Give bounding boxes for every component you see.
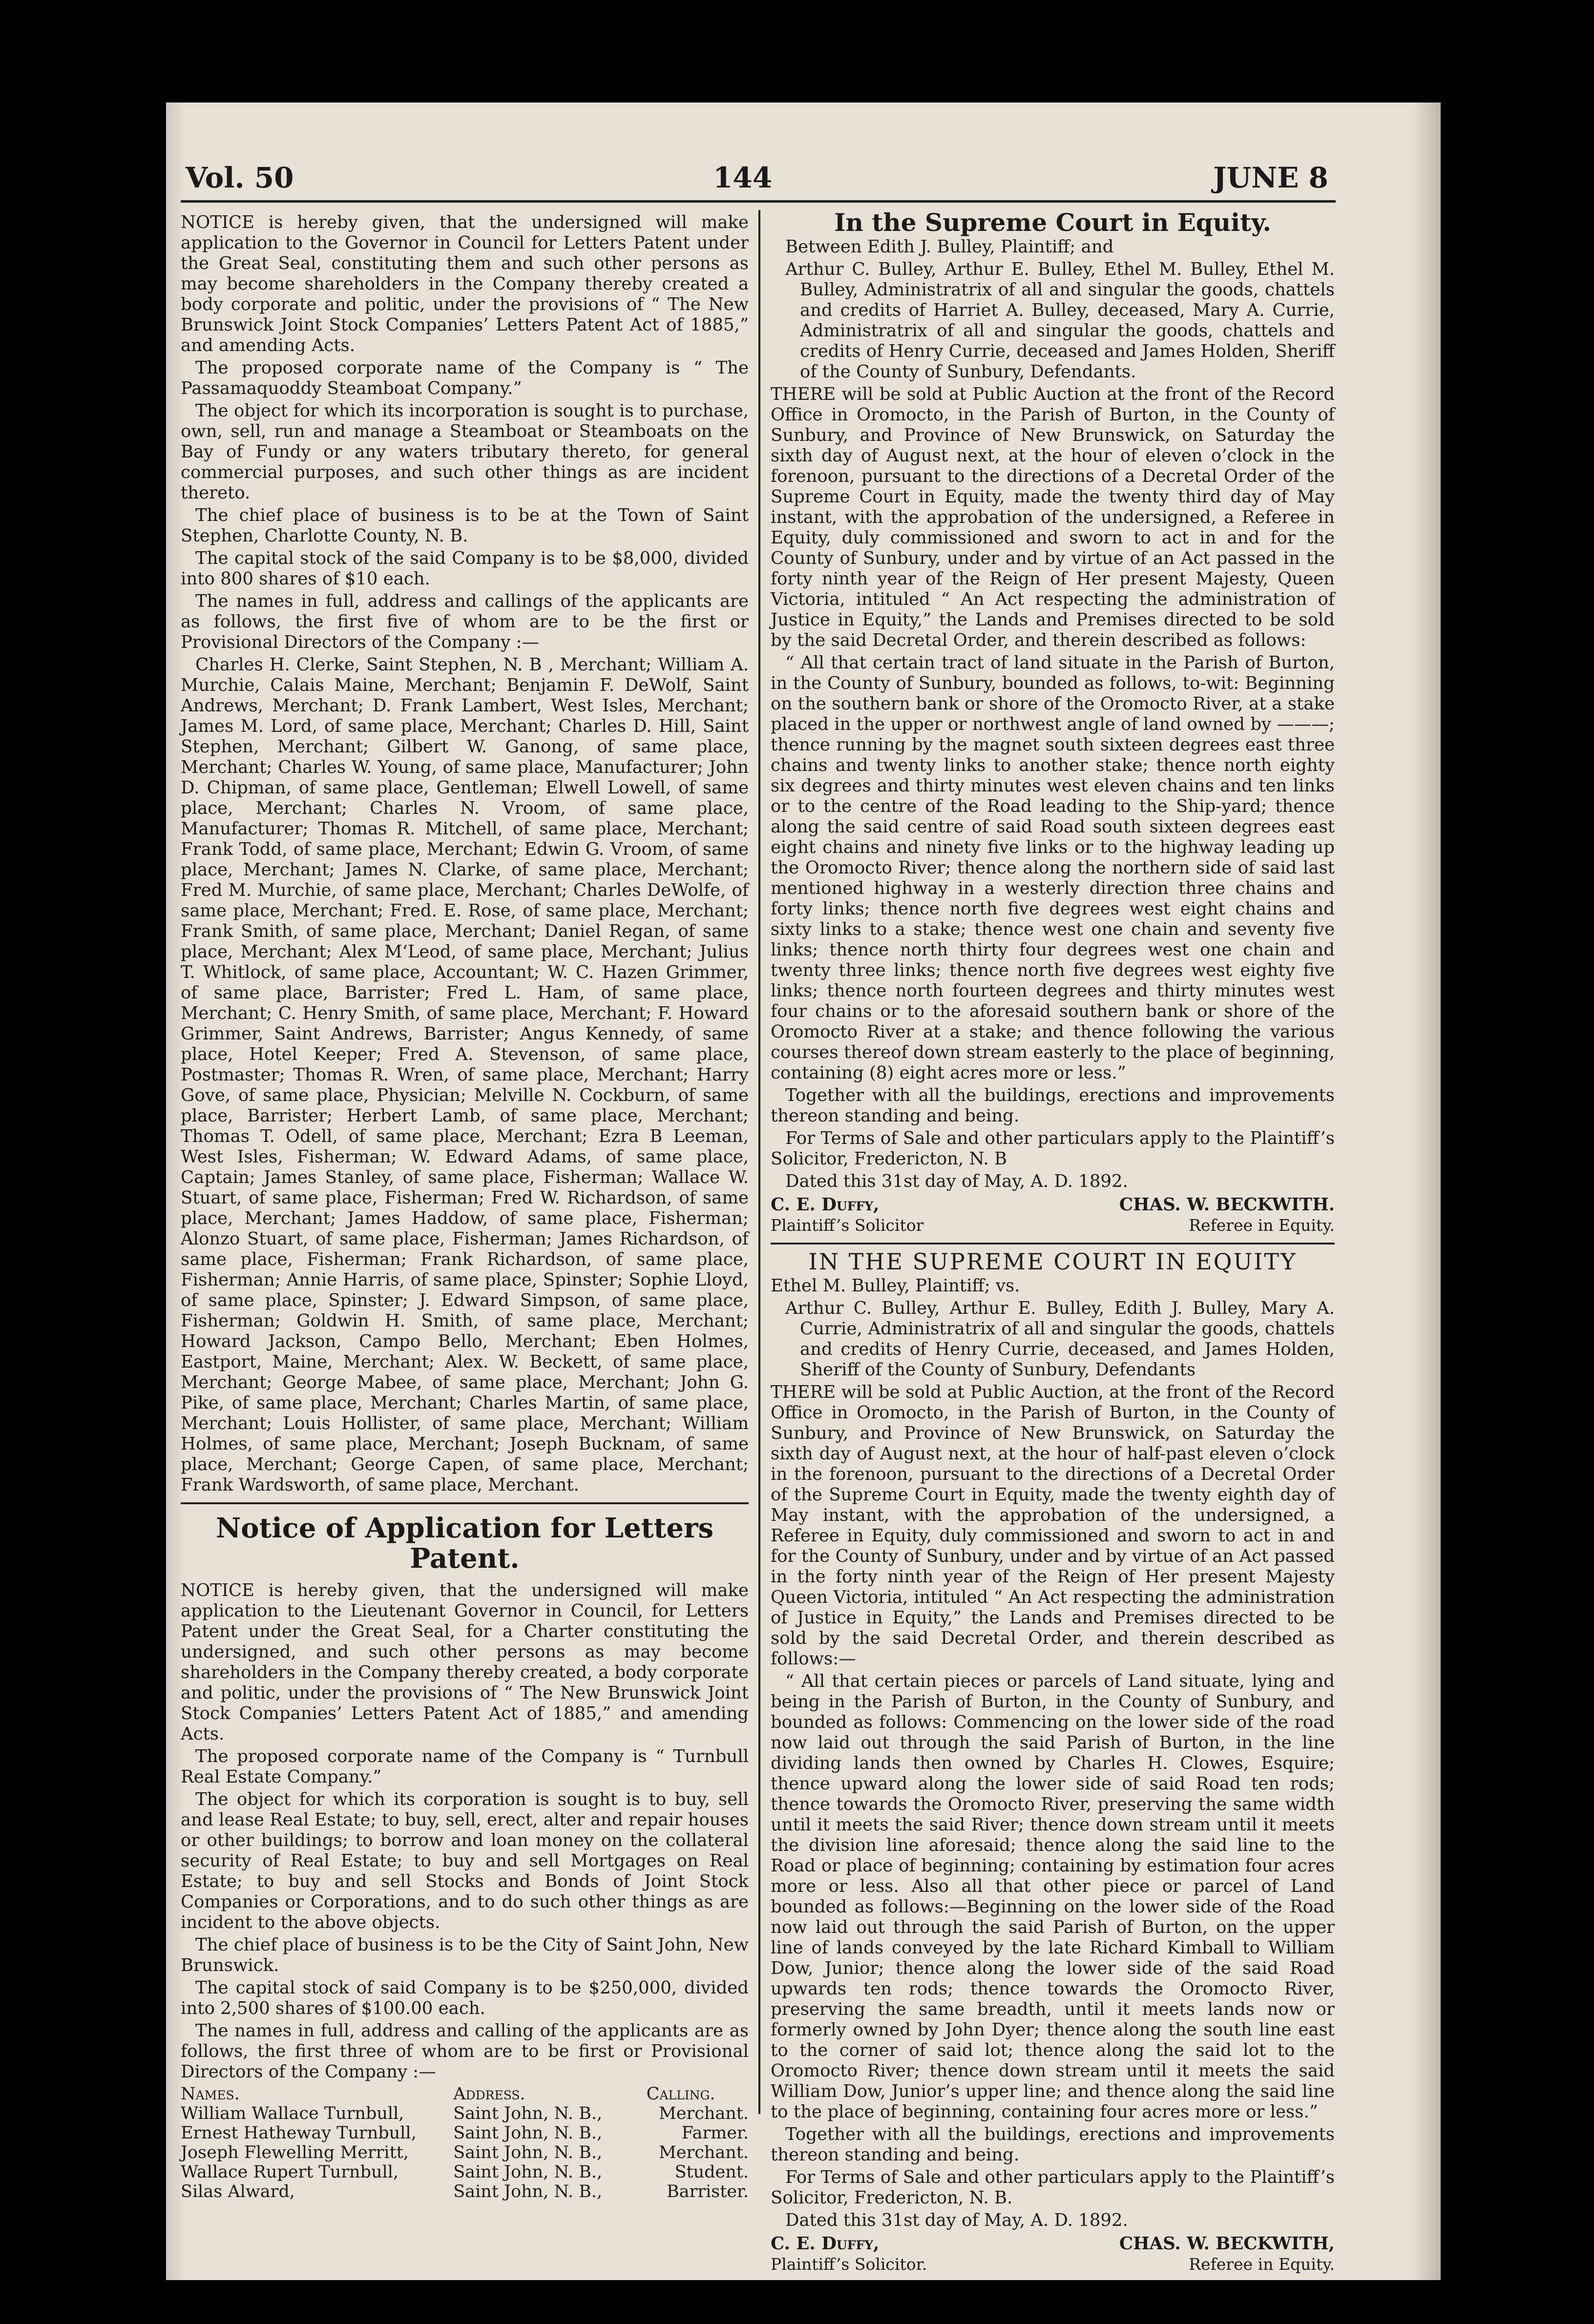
applicant-name: Silas Alward, bbox=[181, 2182, 295, 2201]
section-rule bbox=[181, 1502, 749, 1504]
solicitor-role: Plaintiff’s Solicitor. bbox=[771, 2255, 927, 2274]
notice2-heading: Notice of Application for Letters Patent. bbox=[215, 1512, 714, 1575]
parties-line: Ethel M. Bulley, Plaintiff; vs. bbox=[771, 1276, 1020, 1296]
dated-line: Dated this 31st day of May, A. D. 1892. bbox=[785, 1171, 1128, 1191]
page-number: 144 bbox=[713, 161, 773, 194]
signature-roles bbox=[771, 2254, 1335, 2275]
signature-block bbox=[771, 1195, 1335, 1215]
table-row bbox=[181, 2162, 749, 2182]
equity-heading-2: IN THE SUPREME COURT IN EQUITY bbox=[808, 1248, 1297, 1275]
col-header-names: Names. bbox=[181, 2084, 240, 2104]
table-row bbox=[181, 2182, 749, 2201]
applicant-address: Saint John, N. B., bbox=[453, 2143, 603, 2162]
dated-line: Dated this 31st day of May, A. D. 1892. bbox=[785, 2210, 1128, 2230]
signature-roles bbox=[771, 1215, 1335, 1236]
notice2-para: The names in full, address and calling of the applicants are as follows, the first three of whom are to be first or Provisional Directors of the Company :— bbox=[181, 2021, 749, 2082]
land-description: “ All that certain tract of land situate in the Parish of Burton, in the County of Sunbury, bounded as follows, to-wit: Beginning on the southern bank or shore of the Oromocto River, at a stake placed in the upper or northwest angle of land owned by ———; thence running by the magnet south sixteen degrees east three chains and twenty links to another stake; thence north eighty six degrees and thirty minutes west eleven chains and ten links or to the centre of the Road leading to the Ship-yard; thence along the said centre of said Road south sixteen degrees east eight chains and ninety five links or to the highway leading up the Oromocto River; thence along the northern side of said last mentioned highway in a westerly direction three chains and forty links; thence north five degrees west eight chains and sixty links to a stake; thence west one chain and seventy five links; thence north thirty four degrees west one chain and twenty three links; thence north five degrees west eighty five links; thence north fourteen degrees and thirty minutes west four chains or to the aforesaid southern bank or shore of the Oromocto River at a stake; and thence following the various courses thereof down stream easterly to the place of beginning, containing (8) eight acres more or less.” bbox=[771, 653, 1335, 1083]
applicant-address: Saint John, N. B., bbox=[453, 2104, 603, 2123]
page-right-edge bbox=[1411, 103, 1441, 2280]
applicant-calling: Student. bbox=[674, 2162, 749, 2182]
applicant-name: William Wallace Turnbull, bbox=[181, 2104, 404, 2123]
referee-role: Referee in Equity. bbox=[1189, 1216, 1335, 1235]
sale-notice-para: Together with all the buildings, erections and improvements thereon standing and being. bbox=[771, 1085, 1335, 1126]
signature-block bbox=[771, 2234, 1335, 2254]
notice1-para: The proposed corporate name of the Company is “ The Passamaquoddy Steamboat Company.” bbox=[181, 358, 749, 398]
sale-notice-para: Together with all the buildings, erections and improvements thereon standing and being. bbox=[771, 2124, 1335, 2165]
applicant-name: Ernest Hatheway Turnbull, bbox=[181, 2123, 417, 2143]
section-rule bbox=[771, 1243, 1335, 1245]
issue-date: JUNE 8 bbox=[1213, 161, 1328, 194]
column-divider bbox=[758, 210, 760, 2114]
sale-notice-para: For Terms of Sale and other particulars apply to the Plaintiff’s Solicitor, Fredericton, N. B bbox=[771, 1128, 1335, 1169]
header-rule bbox=[181, 200, 1336, 203]
left-column bbox=[181, 212, 749, 2201]
referee-role: Referee in Equity. bbox=[1189, 2255, 1335, 2274]
notice2-para: The object for which its corporation is sought is to buy, sell and lease Real Estate; to buy, sell, erect, alter and repair houses or other buildings; to borrow and loan money on the collateral security of Real Estate; to buy and sell Mortgages on Real Estate; to buy and sell Stocks and Bonds of Joint Stock Companies or Corporations, and to do such other things as are incident to the above objects. bbox=[181, 1789, 749, 1932]
applicant-calling: Merchant. bbox=[658, 2104, 749, 2123]
applicant-calling: Merchant. bbox=[658, 2143, 749, 2162]
parties-line: Arthur C. Bulley, Arthur E. Bulley, Ethel M. Bulley, Ethel M. Bulley, Administratrix of all and singular the goods, chattels and credits of Harriet A. Bulley, deceased, Mary A. Currie, Administratrix of all and singular the goods, chattels and credits of Henry Currie, deceased and James Holden, Sheriff of the County of Sunbury, Defendants. bbox=[785, 259, 1335, 382]
notice2-para: The chief place of business is to be the City of Saint John, New Brunswick. bbox=[181, 1935, 749, 1975]
referee-name: CHAS. W. BECKWITH, bbox=[1119, 2234, 1335, 2254]
table-row bbox=[181, 2143, 749, 2162]
table-header-row bbox=[181, 2084, 749, 2104]
applicant-name: Wallace Rupert Turnbull, bbox=[181, 2162, 399, 2182]
col-header-address: Address. bbox=[453, 2084, 525, 2104]
land-description: “ All that certain pieces or parcels of Land situate, lying and being in the Parish of Burton, in the County of Sunbury, and bounded as follows: Commencing on the lower side of the road now laid out through the said Parish of Burton, in the line dividing lands then owned by Charles H. Clowes, Esquire; thence upward along the lower side of said Road ten rods; thence towards the Oromocto River, preserving the same width until it meets the said River; thence down stream until it meets the division line aforesaid; thence along the said line to the Road or place of beginning; containing by estimation four acres more or less. Also all that other piece or parcel of Land bounded as follows:—Beginning on the lower side of the Road now laid out through the said Parish of Burton, on the upper line of lands conveyed by the late Richard Kimball to William Dow, Junior; thence along the lower side of the said Road upwards ten rods; thence towards the Oromocto River, preserving the same breadth, until it meets lands now or formerly owned by John Dyer; thence along the south line east to the corner of said lot; thence along the said lot to the Oromocto River; thence down stream until it meets the said William Dow, Junior’s upper line; and thence along the said line to the place of beginning, containing four acres more or less.” bbox=[771, 1671, 1335, 2122]
parties-line: Between Edith J. Bulley, Plaintiff; and bbox=[785, 237, 1114, 257]
applicants-table bbox=[181, 2084, 749, 2201]
right-column bbox=[771, 208, 1335, 2275]
applicant-address: Saint John, N. B., bbox=[453, 2123, 603, 2143]
solicitor-name: C. E. Duffy, bbox=[771, 2234, 880, 2254]
notice1-para: The chief place of business is to be at the Town of Saint Stephen, Charlotte County, N. B. bbox=[181, 505, 749, 546]
applicant-calling: Farmer. bbox=[681, 2123, 749, 2143]
notice1-para: The capital stock of the said Company is to be $8,000, divided into 800 shares of $10 each. bbox=[181, 548, 749, 589]
table-row bbox=[181, 2123, 749, 2143]
notice2-para: The capital stock of said Company is to be $250,000, divided into 2,500 shares of $100.00 each. bbox=[181, 1978, 749, 2018]
table-row bbox=[181, 2104, 749, 2123]
notice1-para: The names in full, address and callings of the applicants are as follows, the first five of whom are to be the first or Provisional Directors of the Company :— bbox=[181, 591, 749, 652]
applicant-address: Saint John, N. B., bbox=[453, 2182, 603, 2201]
notice2-para: NOTICE is hereby given, that the undersigned will make application to the Lieutenant Governor in Council, for Letters Patent under the Great Seal, for a Charter constituting the undersigned, and such other persons as may become shareholders in the Company thereby created, a body corporate and politic, under the provisions of “ The New Brunswick Joint Stock Companies’ Letters Patent Act of 1885,” and amending Acts. bbox=[181, 1580, 749, 1744]
sale-notice-para: For Terms of Sale and other particulars apply to the Plaintiff’s Solicitor, Fredericton, N. B. bbox=[771, 2167, 1335, 2208]
sale-notice-para: THERE will be sold at Public Auction, at the front of the Record Office in Oromocto, in the Parish of Burton, in the County of Sunbury, and Province of New Brunswick, on Saturday the sixth day of August next, at the hour of half-past eleven o’clock in the forenoon, pursuant to the directions of a Decretal Order of the Supreme Court in Equity, made the twenty eighth day of May instant, with the approbation of the undersigned, a Referee in Equity, duly commissioned and sworn to act in and for the County of Sunbury, under and by virtue of an Act passed in the forty ninth year of the Reign of Her present Majesty Queen Victoria, intituled “ An Act respecting the administration of Justice in Equity,” the Lands and Premises directed to be sold by the said Decretal Order, and therein described as follows:— bbox=[771, 1382, 1335, 1669]
equity-heading-1: In the Supreme Court in Equity. bbox=[834, 208, 1271, 237]
applicants-list: Charles H. Clerke, Saint Stephen, N. B , Merchant; William A. Murchie, Calais Maine, Merchant; Benjamin F. DeWolf, Saint Andrews, Merchant; D. Frank Lambert, West Isles, Merchant; James M. Lord, of same place, Merchant; Charles D. Hill, Saint Stephen, Merchant; Gilbert W. Ganong, of same place, Merchant; Charles W. Young, of same place, Manufacturer; John D. Chipman, of same place, Gentleman; Elwell Lowell, of same place, Merchant; Charles N. Vroom, of same place, Manufacturer; Thomas R. Mitchell, of same place, Merchant; Frank Todd, of same place, Merchant; Edwin G. Vroom, of same place, Merchant; James N. Clarke, of same place, Merchant; Fred M. Murchie, of same place, Merchant; Charles DeWolfe, of same place, Merchant; Fred. E. Rose, of same place, Merchant; Frank Smith, of same place, Merchant; Daniel Regan, of same place, Merchant; Alex M‘Leod, of same place, Merchant; Julius T. Whitlock, of same place, Accountant; W. C. Hazen Grimmer, of same place, Barrister; Fred L. Ham, of same place, Merchant; C. Henry Smith, of same place, Merchant; F. Howard Grimmer, Saint Andrews, Barrister; Angus Kennedy, of same place, Hotel Keeper; Fred A. Stevenson, of same place, Postmaster; Thomas R. Wren, of same place, Merchant; Harry Gove, of same place, Physician; Melville N. Cockburn, of same place, Barrister; Herbert Lamb, of same place, Merchant; Thomas T. Odell, of same place, Merchant; Ezra B Leeman, West Isles, Fisherman; W. Edward Adams, of same place, Captain; James Stanley, of same place, Fisherman; Wallace W. Stuart, of same place, Fisherman; Fred W. Richardson, of same place, Merchant; James Haddow, of same place, Fisherman; Alonzo Stuart, of same place, Fisherman; James Richardson, of same place, Fisherman; Frank Richardson, of same place, Fisherman; Annie Harris, of same place, Spinster; Sophie Lloyd, of same place, Spinster; J. Edward Simpson, of same place, Fisherman; Goldwin H. Smith, of same place, Merchant; Howard Jackson, Campo Bello, Merchant; Eben Holmes, Eastport, Maine, Merchant; Alex. W. Beckett, of same place, Merchant; George Mabee, of same place, Merchant; John G. Pike, of same place, Merchant; Charles Martin, of same place, Merchant; Louis Hollister, of same place, Merchant; William Holmes, of same place, Merchant; Joseph Bucknam, of same place, Merchant; George Capen, of same place, Merchant; Frank Wardsworth, of same place, Merchant. bbox=[181, 655, 749, 1495]
solicitor-role: Plaintiff’s Solicitor bbox=[771, 1216, 924, 1235]
applicant-name: Joseph Flewelling Merritt, bbox=[181, 2143, 409, 2162]
col-header-calling: Calling. bbox=[646, 2084, 715, 2104]
applicant-address: Saint John, N. B., bbox=[453, 2162, 603, 2182]
sale-notice-para: THERE will be sold at Public Auction at the front of the Record Office in Oromocto, in the Parish of Burton, in the County of Sunbury, and Province of New Brunswick, on Saturday the sixth day of August next, at the hour of eleven o’clock in the forenoon, pursuant to the directions of a Decretal Order of the Supreme Court in Equity, made the twenty third day of May instant, with the approbation of the undersigned, a Referee in Equity, duly commissioned and sworn to act in and for the County of Sunbury, under and by virtue of an Act passed in the forty ninth year of the Reign of Her present Majesty, Queen Victoria, intituled “ An Act respecting the administration of Justice in Equity,” the Lands and Premises directed to be sold by the said Decretal Order, and therein described as follows: bbox=[771, 384, 1335, 650]
volume-label: Vol. 50 bbox=[186, 161, 294, 194]
parties-line: Arthur C. Bulley, Arthur E. Bulley, Edith J. Bulley, Mary A. Currie, Administratrix of all and singular the goods, chattels and credits of Henry Currie, deceased, and James Holden, Sheriff of the County of Sunbury, Defendants bbox=[785, 1298, 1335, 1380]
newspaper-page bbox=[166, 103, 1441, 2280]
notice1-para: NOTICE is hereby given, that the undersigned will make application to the Governor in Council for Letters Patent under the Great Seal, constituting them and such other persons as may become shareholders in the Company thereby created a body corporate and politic, under the provisions of “ The New Brunswick Joint Stock Companies’ Letters Patent Act of 1885,” and amending Acts. bbox=[181, 212, 749, 355]
solicitor-name: C. E. Duffy, bbox=[771, 1195, 880, 1215]
notice2-para: The proposed corporate name of the Company is “ Turnbull Real Estate Company.” bbox=[181, 1746, 749, 1787]
referee-name: CHAS. W. BECKWITH. bbox=[1119, 1195, 1335, 1215]
notice1-para: The object for which its incorporation is sought is to purchase, own, sell, run and manage a Steamboat or Steamboats on the Bay of Fundy or any waters tributary thereto, for general commercial purposes, and such other things as are incident thereto. bbox=[181, 401, 749, 503]
applicant-calling: Barrister. bbox=[667, 2182, 749, 2201]
